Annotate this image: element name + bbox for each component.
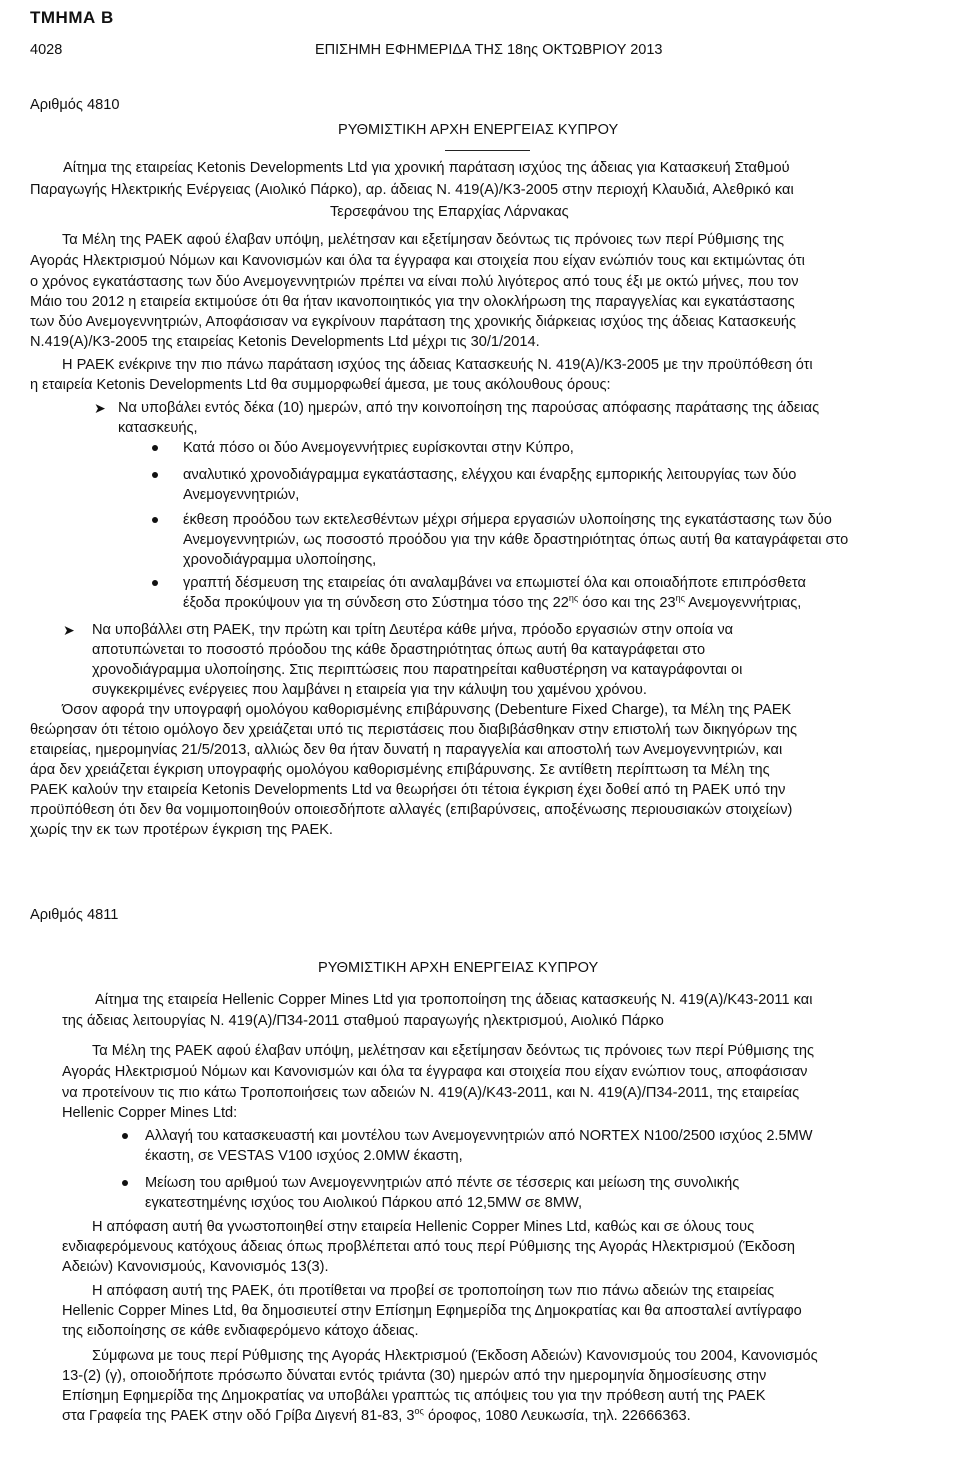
text-line: άρα δεν χρειάζεται έγκριση υπογραφής ομολόγου καθορισμένης επιβάρυνσης. Σε αντίθετη περίπτωση τα Μέλη της [30, 762, 770, 778]
text-line: Τα Μέλη της ΡΑΕΚ αφού έλαβαν υπόψη, μελέτησαν και εξετίμησαν δεόντως τις πρόνοιες των περί Ρύθμισης της [62, 232, 784, 248]
text-line: Τερσεφάνου της Επαρχίας Λάρνακας [330, 204, 569, 220]
text-line: θεώρησαν ότι τέτοιο ομόλογο δεν χρειάζεται υπό τις περιστάσεις που διαβιβάσθηκαν στην επιστολή των δικηγόρων της [30, 722, 798, 738]
text-line: των δύο Ανεμογεννητριών, Αποφάσισαν να εγκρίνουν παράταση της χρονικής διάρκειας ισχύος της άδειας Κατασκευής [30, 314, 797, 330]
text-line: Η απόφαση αυτή της ΡΑΕΚ, ότι προτίθεται να προβεί σε τροποποίηση των πιο πάνω αδειών της εταιρείας [92, 1283, 775, 1299]
bullet-icon [122, 1180, 128, 1186]
text-line: Ανεμογεννητριών, ως ποσοστό προόδου για την κάθε δραστηριότητας όπως αυτή θα καταγράφεται στο [183, 532, 849, 548]
text-line: Ν.419(Α)/Κ3-2005 της εταιρείας Ketonis Developments Ltd μέχρι τις 30/1/2014. [30, 334, 540, 350]
text-line: Σύμφωνα με τους περί Ρύθμισης της Αγοράς Ηλεκτρισμού (Έκδοση Αδειών) Κανονισμούς του 2004, Κανονισμός [92, 1348, 818, 1364]
text-line: Αδειών) Κανονισμούς, Κανονισμός 13(3). [62, 1259, 329, 1275]
text-line: Η ΡΑΕΚ ενέκρινε την πιο πάνω παράταση ισχύος της άδειας Κατασκευής Ν. 419(Α)/Κ3-2005 με την προϋπόθεση ότι [62, 357, 813, 373]
divider [445, 150, 530, 151]
text-line: Μείωση του αριθμού των Ανεμογεννητριών από πέντε σε τέσσερις και μείωση της συνολικής [145, 1175, 740, 1191]
text-line: συγκεκριμένες ενέργειες που λαμβάνει η εταιρεία για την κάλυψη του χαμένου χρόνου. [92, 682, 647, 698]
bullet-icon [152, 445, 158, 451]
text-line: αναλυτικό χρονοδιάγραμμα εγκατάστασης, ελέγχου και έναρξης εμπορικής λειτουργίας των δύο [183, 467, 797, 483]
text-line: η εταιρεία Ketonis Developments Ltd θα συμμορφωθεί άμεσα, με τους ακόλουθους όρους: [30, 377, 611, 393]
text-line: Hellenic Copper Mines Ltd, θα δημοσιευτεί στην Επίσημη Εφημερίδα της Δημοκρατίας και θα αποσταλεί αντίγραφο [62, 1303, 802, 1319]
text-line: Αίτημα της εταιρεία Hellenic Copper Mines Ltd για τροποποίηση της άδειας κατασκευής Ν. 419(Α)/Κ43-2011 και [95, 992, 813, 1008]
text-line: εταιρείας, ημερομηνίας 21/5/2013, αλλιώς δεν θα ήταν δυνατή η παραγγελία και αποστολή των Ανεμογεννητριών, και [30, 742, 783, 758]
text-line: της ειδοποίησης σε κάθε ενδιαφερόμενο κάτοχο άδειας. [62, 1323, 419, 1339]
section-label: ΤΜΗΜΑ Β [30, 8, 114, 27]
text-line: χωρίς την εκ των προτέρων έγκριση της ΡΑΕΚ. [30, 822, 333, 838]
bullet-icon [152, 472, 158, 478]
text-line: έξοδα προκύψουν για τη σύνδεση στο Σύστημα τόσο της $22^{\eta\varsigma}$ όσο και της $23^{\eta\varsigma}$ Ανεμογεννήτριας, [183, 593, 802, 611]
text-line: Αλλαγή του κατασκευαστή και μοντέλου των Ανεμογεννητριών από NORTEX N100/2500 ισχύος 2.5MW [145, 1128, 813, 1144]
text-line: γραπτή δέσμευση της εταιρείας ότι αναλαμβάνει να επωμιστεί όλα και οποιαδήποτε επιπρόσθετα [183, 575, 806, 591]
text-line: ενδιαφερόμενους κατόχους άδειας όπως προβλέπεται από τους περί Ρύθμισης της Αγοράς Ηλεκτρισμού (Έκδοση [62, 1239, 795, 1255]
page-number: 4028 [30, 42, 63, 58]
text-line: ΡΑΕΚ καλούν την εταιρεία Ketonis Developments Ltd να θεωρήσει ότι τέτοια έγκριση έχει δοθεί από τη ΡΑΕΚ υπό την [30, 782, 786, 798]
notice-number: Αριθμός 4810 [30, 97, 120, 113]
text-line: έκθεση προόδου των εκτελεσθέντων μέχρι σήμερα εργασιών υλοποίησης της εγκατάστασης των δύο [183, 512, 832, 528]
text-line: Η απόφαση αυτή θα γνωστοποιηθεί στην εταιρεία Hellenic Copper Mines Ltd, καθώς και σε όλους τους [92, 1219, 755, 1235]
notice-authority: ΡΥΘΜΙΣΤΙΚΗ ΑΡΧΗ ΕΝΕΡΓΕΙΑΣ ΚΥΠΡΟΥ [338, 122, 619, 138]
text-line: Αγοράς Ηλεκτρισμού Νόμων και Κανονισμών και όλα τα έγγραφα και στοιχεία που είχαν ενώπιόν τους και εκτιμώντας ότι [30, 253, 805, 269]
text-line: ο χρόνος εγκατάστασης των δύο Ανεμογεννητριών πρέπει να είναι πολύ λιγότερος από τους έξι με οκτώ μήνες, που τον [30, 274, 799, 290]
text-line: της άδειας λειτουργίας Ν. 419(Α)/Π34-2011 σταθμού παραγωγής ηλεκτρισμού, Αιολικό Πάρκο [62, 1013, 664, 1029]
text-line: Κατά πόσο οι δύο Ανεμογεννήτριες ευρίσκονται στην Κύπρο, [183, 440, 574, 456]
arrow-bullet-icon: ➤ [94, 400, 106, 416]
text-line: Μάιο του 2012 η εταιρεία εκτιμούσε ότι θα ήταν ικανοποιητικός για την ολοκλήρωση της παραγγελίας και εγκατάστασης [30, 294, 795, 310]
text-line: Να υποβάλλει στη ΡΑΕΚ, την πρώτη και τρίτη Δευτέρα κάθε μήνα, πρόοδο εργασιών στην οποία να [92, 622, 734, 638]
text-line: 13-(2) (γ), οποιοδήποτε πρόσωπο δύναται εντός τριάντα (30) ημερών από την ημερομηνία δημοσίευσης στην [62, 1368, 767, 1384]
text-line: χρονοδιάγραμμα υλοποίησης. Στις περιπτώσεις που παρατηρείται καθυστέρηση να καταγράφονται οι [92, 662, 743, 678]
text-line: Να υποβάλει εντός δέκα (10) ημερών, από την κοινοποίηση της παρούσας απόφασης παράτασης της άδειας [118, 400, 820, 416]
text-line: Ανεμογεννητριών, [183, 487, 300, 503]
text-line: Αγοράς Ηλεκτρισμού Νόμων και Κανονισμών και όλα τα έγγραφα και στοιχεία που είχαν ενώπιον τους, αποφάσισαν [62, 1064, 808, 1080]
arrow-bullet-icon: ➤ [63, 622, 75, 638]
text-line: Hellenic Copper Mines Ltd: [62, 1105, 238, 1121]
text-line: έκαστη, σε VESTAS V100 ισχύος 2.0MW έκαστη, [145, 1148, 463, 1164]
text-line: στα Γραφεία της ΡΑΕΚ στην οδό Γρίβα Διγενή 81-83, $3^{o\varsigma}$ όροφος, 1080 Λευκωσία, τηλ. 22666363. [62, 1406, 691, 1424]
bullet-icon [152, 517, 158, 523]
text-line: εγκατεστημένης ισχύος του Αιολικού Πάρκου από 12,5MW σε 8MW, [145, 1195, 583, 1211]
bullet-icon [152, 580, 158, 586]
text-line: Τα Μέλη της ΡΑΕΚ αφού έλαβαν υπόψη, μελέτησαν και εξετίμησαν δεόντως τις πρόνοιες των περί Ρύθμισης της [92, 1043, 814, 1059]
text-line: να προτείνουν τις πιο κάτω Τροποποιήσεις των αδειών Ν. 419(Α)/Κ43-2011, και Ν. 419(Α)/Π34-2011, της εταιρείας [62, 1085, 800, 1101]
text-line: προϋπόθεση ότι δεν θα νομιμοποιηθούν οποιεσδήποτε αλλαγές (επιβαρύνσεις, αποξένωσης περιουσιακών στοιχείων) [30, 802, 793, 818]
text-line: χρονοδιάγραμμα υλοποίησης, [183, 552, 377, 568]
text-line: κατασκευής, [118, 420, 198, 436]
text-line: Αίτημα της εταιρείας Ketonis Developments Ltd για χρονική παράταση ισχύος της άδειας για Κατασκευή Σταθμού [63, 160, 790, 176]
gazette-title: ΕΠΙΣΗΜΗ ΕΦΗΜΕΡΙΔΑ ΤΗΣ 18ης ΟΚΤΩΒΡΙΟΥ 2013 [315, 42, 663, 58]
text-line: αποτυπώνεται το ποσοστό πρόοδου της κάθε δραστηριότητας όπως αυτή θα καταγράφεται στο [92, 642, 706, 658]
notice-authority: ΡΥΘΜΙΣΤΙΚΗ ΑΡΧΗ ΕΝΕΡΓΕΙΑΣ ΚΥΠΡΟΥ [318, 960, 599, 976]
notice-number: Αριθμός 4811 [30, 907, 119, 923]
text-line: Όσον αφορά την υπογραφή ομολόγου καθορισμένης επιβάρυνσης (Debenture Fixed Charge), τα Μέλη της ΡΑΕΚ [62, 702, 792, 718]
bullet-icon [122, 1133, 128, 1139]
text-line: Παραγωγής Ηλεκτρικής Ενέργειας (Αιολικό Πάρκο), αρ. άδειας Ν. 419(Α)/Κ3-2005 στην περιοχή Κλαυδιά, Αλεθρικό και [30, 182, 794, 198]
text-line: Επίσημη Εφημερίδα της Δημοκρατίας να υποβάλει γραπτώς τις απόψεις του για την πρόθεση αυτή της ΡΑΕΚ [62, 1388, 766, 1404]
